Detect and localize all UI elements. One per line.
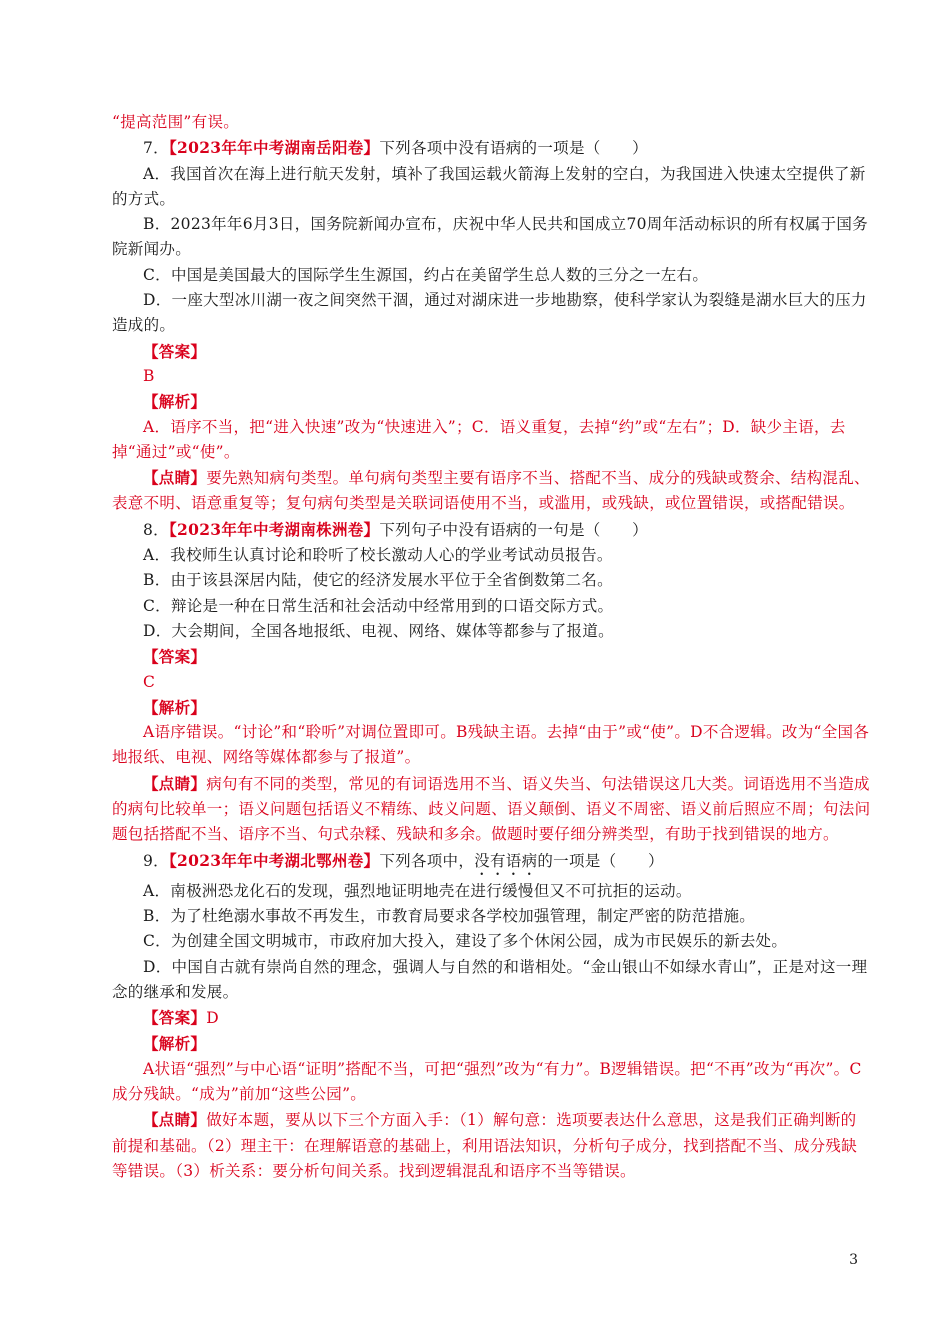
option-c: C．辩论是一种在日常生活和社会活动中经常用到的口语交际方式。 <box>143 596 614 615</box>
question-source: 【2023年年中考湖北鄂州卷】 <box>168 850 380 870</box>
page-number: 3 <box>849 1252 858 1268</box>
tip-label: 【点睛】 <box>143 468 207 488</box>
question-text-pre: 下列各项中， <box>379 851 475 870</box>
question-7-stem <box>112 135 872 161</box>
question-text: 下列句子中没有语病的一句是（ ） <box>379 520 648 539</box>
analysis-text: A．语序不当，把“进入快速”改为“快速进入”；C．语义重复，去掉“约”或“左右”；D．缺少主语，去掉“通过”或“使”。 <box>112 417 846 461</box>
answer-value: D <box>206 1009 219 1028</box>
tip-text: 做好本题，要从以下三个方面入手：（1）解句意：选项要表达什么意思，这是我们正确判断的前提和基础。（2）理主干：在理解语意的基础上，利用语法知识，分析句子成分，找到搭配不当、成分残缺等错误。（3）析关系：要分析句间关系。找到逻辑混乱和语序不当等错误。 <box>112 1111 858 1180</box>
analysis-label: 【解析】 <box>143 392 207 412</box>
tip-text: 要先熟知病句类型。单句病句类型主要有语序不当、搭配不当、成分的残缺或赘余、结构混乱、表意不明、语意重复等；复句病句类型是关联词语使用不当，或滥用，或残缺，或位置错误，或搭配错误。 <box>112 469 870 513</box>
question-source: 【2023年年中考湖南岳阳卷】 <box>168 138 380 158</box>
question-text-post: 的一项是（ ） <box>537 851 664 870</box>
option-a: A．我国首次在海上进行航天发射，填补了我国运载火箭海上发射的空白，为我国进入快速太空提供了新的方式。 <box>112 164 866 208</box>
answer-label: 【答案】 <box>143 341 207 361</box>
option-b: B．为了杜绝溺水事故不再发生，市教育局要求各学校加强管理，制定严密的防范措施。 <box>143 906 756 925</box>
tip-label: 【点睛】 <box>143 1110 207 1130</box>
answer-label: 【答案】 <box>143 1008 207 1028</box>
question-9-stem <box>112 848 872 879</box>
option-d: D．大会期间，全国各地报纸、电视、网络、媒体等都参与了报道。 <box>143 621 614 640</box>
option-b: B．2023年年6月3日，国务院新闻办宣布，庆祝中华人民共和国成立70周年活动标识的所有权属于国务院新闻办。 <box>112 215 868 259</box>
tip-paragraph <box>112 1107 872 1184</box>
question-number: 9． <box>143 851 169 870</box>
answer-value: C <box>143 672 156 691</box>
tip-paragraph <box>112 465 872 517</box>
analysis-label: 【解析】 <box>143 1034 207 1054</box>
lead-line: “提高范围”有误。 <box>112 113 240 131</box>
tip-label: 【点睛】 <box>143 773 207 793</box>
answer-line <box>112 1005 872 1031</box>
analysis-label: 【解析】 <box>143 697 207 717</box>
emphasized-text: 没有语病 <box>474 851 538 870</box>
tip-text: 病句有不同的类型，常见的有词语选用不当、语义失当、句法错误这几大类。词语选用不当造成的病句比较单一；语义问题包括语义不精练、歧义问题、语义颠倒、语义不周密、语义前后照应不周；句法问题包括搭配不当、语序不当、句式杂糅、残缺和多余。做题时要仔细分辨类型，有助于找到错误的地方。 <box>112 774 871 844</box>
question-number: 7． <box>143 139 169 158</box>
tip-paragraph <box>112 771 872 848</box>
answer-label: 【答案】 <box>143 647 207 667</box>
option-d: D．一座大型冰川湖一夜之间突然干涸，通过对湖床进一步地勘察，使科学家认为裂缝是湖水巨大的压力造成的。 <box>112 291 867 335</box>
option-b: B．由于该县深居内陆，使它的经济发展水平位于全省倒数第二名。 <box>143 571 613 590</box>
option-a: A．我校师生认真讨论和聆听了校长激动人心的学业考试动员报告。 <box>143 546 613 565</box>
analysis-text: A语序错误。“讨论”和“聆听”对调位置即可。B残缺主语。去掉“由于”或“使”。D不合逻辑。改为“全国各地报纸、电视、网络等媒体都参与了报道”。 <box>112 723 870 767</box>
page-content <box>112 110 872 1184</box>
analysis-text: A状语“强烈”与中心语“证明”搭配不当，可把“强烈”改为“有力”。B逻辑错误。把“不再”改为“再次”。C成分残缺。“成为”前加“这些公园”。 <box>112 1059 862 1103</box>
option-d: D．中国自古就有崇尚自然的理念，强调人与自然的和谐相处。“金山银山不如绿水青山”，正是对这一理念的继承和发展。 <box>112 957 868 1001</box>
answer-value: B <box>143 366 155 385</box>
option-c: C．为创建全国文明城市，市政府加大投入，建设了多个休闲公园，成为市民娱乐的新去处。 <box>143 932 788 951</box>
question-text: 下列各项中没有语病的一项是（ ） <box>379 139 648 158</box>
question-number: 8． <box>143 520 169 539</box>
question-source: 【2023年年中考湖南株洲卷】 <box>168 519 380 539</box>
option-a: A．南极洲恐龙化石的发现，强烈地证明地壳在进行缓慢但又不可抗拒的运动。 <box>143 881 692 900</box>
question-8-stem <box>112 517 872 543</box>
option-c: C．中国是美国最大的国际学生生源国，约占在美留学生总人数的三分之一左右。 <box>143 265 709 284</box>
